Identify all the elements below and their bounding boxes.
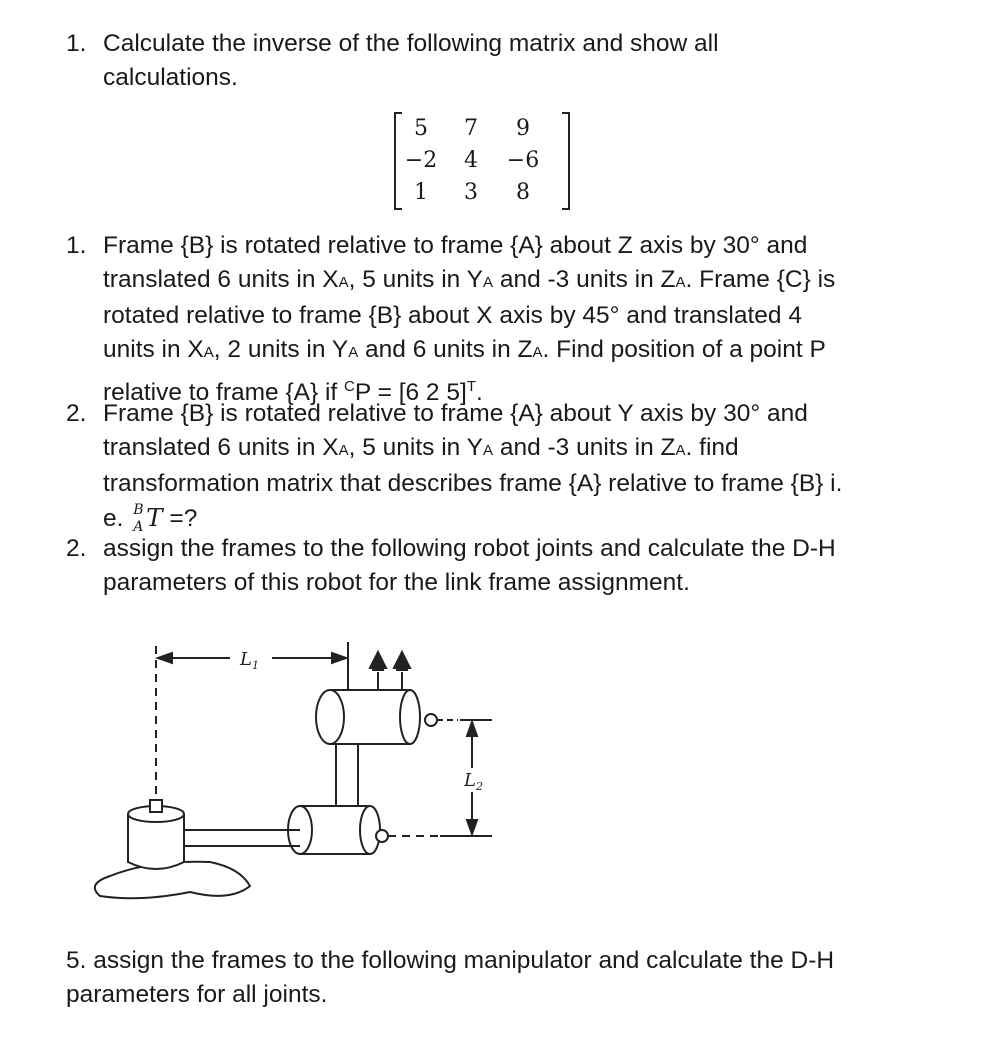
question-2 [66, 532, 966, 599]
matrix-cell: −6 [506, 148, 540, 173]
l1-arrow-right [332, 653, 346, 663]
subquestion-b [66, 397, 966, 536]
subquestion-b-line-3: transformation matrix that describes frame {A} relative to frame {B} i. [103, 470, 843, 498]
upper-cylinder-face [400, 690, 420, 744]
lower-joint-axis [376, 830, 388, 842]
base-joint-axis [150, 800, 162, 812]
matrix-cell: 3 [464, 180, 478, 205]
subquestion-a-line-2: translated 6 units in XA, 5 units in YA and -3 units in ZA. Frame {C} is [103, 265, 836, 293]
subquestion-b-line-4: e. B A T =? [103, 502, 198, 536]
question-1 [66, 27, 946, 94]
gripper-right-pad [394, 652, 410, 668]
matrix-cell: 4 [464, 148, 478, 173]
subquestion-a-line-3: rotated relative to frame {B} about X axis by 45° and translated 4 [103, 302, 802, 330]
question-5-line-1: 5. assign the frames to the following manipulator and calculate the D-H [66, 947, 835, 974]
subquestion-a [66, 229, 966, 410]
matrix-right-bracket [562, 112, 570, 210]
question-1-line-1: Calculate the inverse of the following matrix and show all [103, 30, 719, 57]
gripper-left-pad [370, 652, 386, 668]
matrix-cell: 1 [414, 180, 428, 205]
label-l1: $L_1$ [240, 649, 259, 672]
subquestion-a-line-4: units in XA, 2 units in YA and 6 units in ZA. Find position of a point P [103, 336, 826, 364]
question-2-line-2: parameters of this robot for the link frame assignment. [103, 568, 690, 596]
matrix-cell: −2 [404, 148, 438, 173]
matrix-cell: 5 [414, 116, 428, 141]
subquestion-b-line-2: translated 6 units in XA, 5 units in YA and -3 units in ZA. find [103, 433, 739, 461]
subquestion-b-number: 2. [66, 400, 87, 427]
label-l2: $L_2$ [464, 770, 483, 793]
lower-cylinder-face [360, 806, 380, 854]
question-1-number: 1. [66, 30, 87, 57]
subquestion-a-line-1: Frame {B} is rotated relative to frame {A} about Z axis by 30° and [103, 232, 808, 259]
question-2-number: 2. [66, 535, 87, 562]
matrix-cell: 8 [516, 180, 530, 205]
question-1-line-2: calculations. [103, 63, 238, 91]
l2-arrow-top [467, 722, 477, 736]
matrix [394, 112, 570, 210]
upper-joint-axis [425, 714, 437, 726]
matrix-cell: 9 [516, 116, 530, 141]
robot-figure [80, 640, 520, 910]
subquestion-b-line-1: Frame {B} is rotated relative to frame {A} about Y axis by 30° and [103, 400, 808, 427]
l2-arrow-bottom [467, 820, 477, 834]
subquestion-a-line-5: relative to frame {A} if $^C$P = [6 2 5]$^T$. [103, 377, 483, 406]
matrix-cell: 7 [464, 116, 478, 141]
question-2-line-1: assign the frames to the following robot joints and calculate the D-H [103, 535, 836, 562]
question-5 [66, 944, 966, 1011]
subquestion-a-number: 1. [66, 232, 87, 259]
l1-arrow-left [158, 653, 172, 663]
upper-cylinder-end [316, 690, 344, 744]
question-5-line-2: parameters for all joints. [66, 980, 328, 1008]
